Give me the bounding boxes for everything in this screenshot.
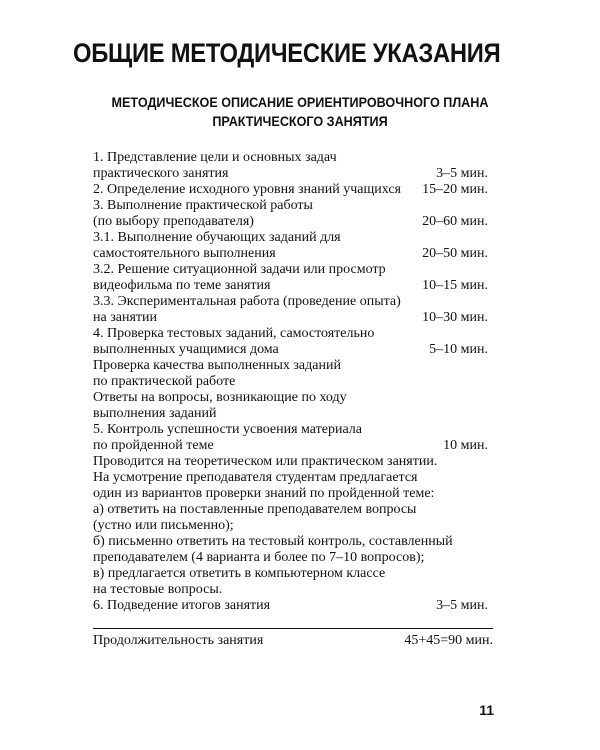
- plan-row: [93, 358, 488, 374]
- plan-row-time: 10 мин.: [443, 438, 488, 453]
- plan-row: [93, 246, 488, 262]
- plan-row-text: один из вариантов проверки знаний по пройденной теме:: [93, 486, 435, 501]
- plan-row: [93, 182, 488, 198]
- plan-row-time: 20–60 мин.: [422, 214, 488, 229]
- plan-row: [93, 150, 488, 166]
- plan-row: [93, 470, 488, 486]
- plan-row: [93, 598, 488, 614]
- plan-row: [93, 166, 488, 182]
- plan-row-text: Проверка качества выполненных заданий: [93, 358, 341, 373]
- plan-row: [93, 454, 488, 470]
- plan-row: [93, 230, 488, 246]
- plan-row-text: выполнения заданий: [93, 406, 217, 421]
- plan-row-text: самостоятельного выполнения: [93, 246, 276, 261]
- plan-row-time: 15–20 мин.: [422, 182, 488, 197]
- section-title-line-2: ПРАКТИЧЕСКОГО ЗАНЯТИЯ: [212, 113, 388, 129]
- plan-row-text: 3.1. Выполнение обучающих заданий для: [93, 230, 341, 245]
- page-title: ОБЩИЕ МЕТОДИЧЕСКИЕ УКАЗАНИЯ: [73, 38, 501, 68]
- plan-row-text: в) предлагается ответить в компьютерном классе: [93, 566, 386, 581]
- plan-row: [93, 566, 488, 582]
- plan-row-text: 6. Подведение итогов занятия: [93, 598, 271, 613]
- plan-row-text: 5. Контроль успешности усвоения материала: [93, 422, 362, 437]
- plan-row-text: на тестовые вопросы.: [93, 582, 223, 597]
- plan-row: [93, 198, 488, 214]
- plan-row: [93, 486, 488, 502]
- plan-row-time: 20–50 мин.: [422, 246, 488, 261]
- plan-row: [93, 342, 488, 358]
- plan-row-text: (по выбору преподавателя): [93, 214, 254, 229]
- plan-row-text: практического занятия: [93, 166, 229, 181]
- plan-row: [93, 502, 488, 518]
- plan-row-text: по практической работе: [93, 374, 236, 389]
- plan-row-text: Ответы на вопросы, возникающие по ходу: [93, 390, 347, 405]
- page-number: 11: [479, 702, 494, 718]
- plan-row: [93, 438, 488, 454]
- plan-row-text: 2. Определение исходного уровня знаний учащихся: [93, 182, 401, 197]
- plan-row-time: 10–30 мин.: [422, 310, 488, 325]
- plan-row-text: Проводится на теоретическом или практическом занятии.: [93, 454, 438, 469]
- plan-row-text: а) ответить на поставленные преподавателем вопросы: [93, 502, 417, 517]
- plan-row: [93, 310, 488, 326]
- duration-value: 45+45=90 мин.: [404, 633, 493, 648]
- plan-row: [93, 422, 488, 438]
- plan-row-text: 3. Выполнение практической работы: [93, 198, 313, 213]
- plan-row: [93, 518, 488, 534]
- plan-row: [93, 214, 488, 230]
- lesson-duration-summary: [93, 628, 493, 649]
- plan-row-text: выполненных учащимися дома: [93, 342, 279, 357]
- section-title-line-1: МЕТОДИЧЕСКОЕ ОПИСАНИЕ ОРИЕНТИРОВОЧНОГО ПЛАНА: [111, 94, 489, 110]
- plan-row-time: 3–5 мин.: [436, 166, 488, 181]
- plan-row: [93, 374, 488, 390]
- plan-row: [93, 262, 488, 278]
- duration-label: Продолжительность занятия: [93, 633, 264, 648]
- section-title: [0, 93, 600, 131]
- plan-row: [93, 294, 488, 310]
- plan-row-time: 5–10 мин.: [429, 342, 488, 357]
- plan-row: [93, 406, 488, 422]
- plan-row-text: видеофильма по теме занятия: [93, 278, 271, 293]
- plan-row-text: 3.3. Экспериментальная работа (проведение опыта): [93, 294, 401, 309]
- plan-row-text: На усмотрение преподавателя студентам предлагается: [93, 470, 418, 485]
- plan-row-text: на занятии: [93, 310, 157, 325]
- plan-row-text: преподавателем (4 варианта и более по 7–10 вопросов);: [93, 550, 425, 565]
- plan-row-text: (устно или письменно);: [93, 518, 234, 533]
- lesson-plan: [93, 150, 488, 614]
- plan-row: [93, 550, 488, 566]
- plan-row-text: 4. Проверка тестовых заданий, самостоятельно: [93, 326, 375, 341]
- plan-row: [93, 390, 488, 406]
- plan-row: [93, 326, 488, 342]
- plan-row-text: 3.2. Решение ситуационной задачи или просмотр: [93, 262, 386, 277]
- plan-row-text: б) письменно ответить на тестовый контроль, составленный: [93, 534, 453, 549]
- plan-row-text: по пройденной теме: [93, 438, 214, 453]
- plan-row: [93, 534, 488, 550]
- plan-row-time: 3–5 мин.: [436, 598, 488, 613]
- plan-row: [93, 278, 488, 294]
- plan-row-time: 10–15 мин.: [422, 278, 488, 293]
- plan-row-text: 1. Представление цели и основных задач: [93, 150, 337, 165]
- plan-row: [93, 582, 488, 598]
